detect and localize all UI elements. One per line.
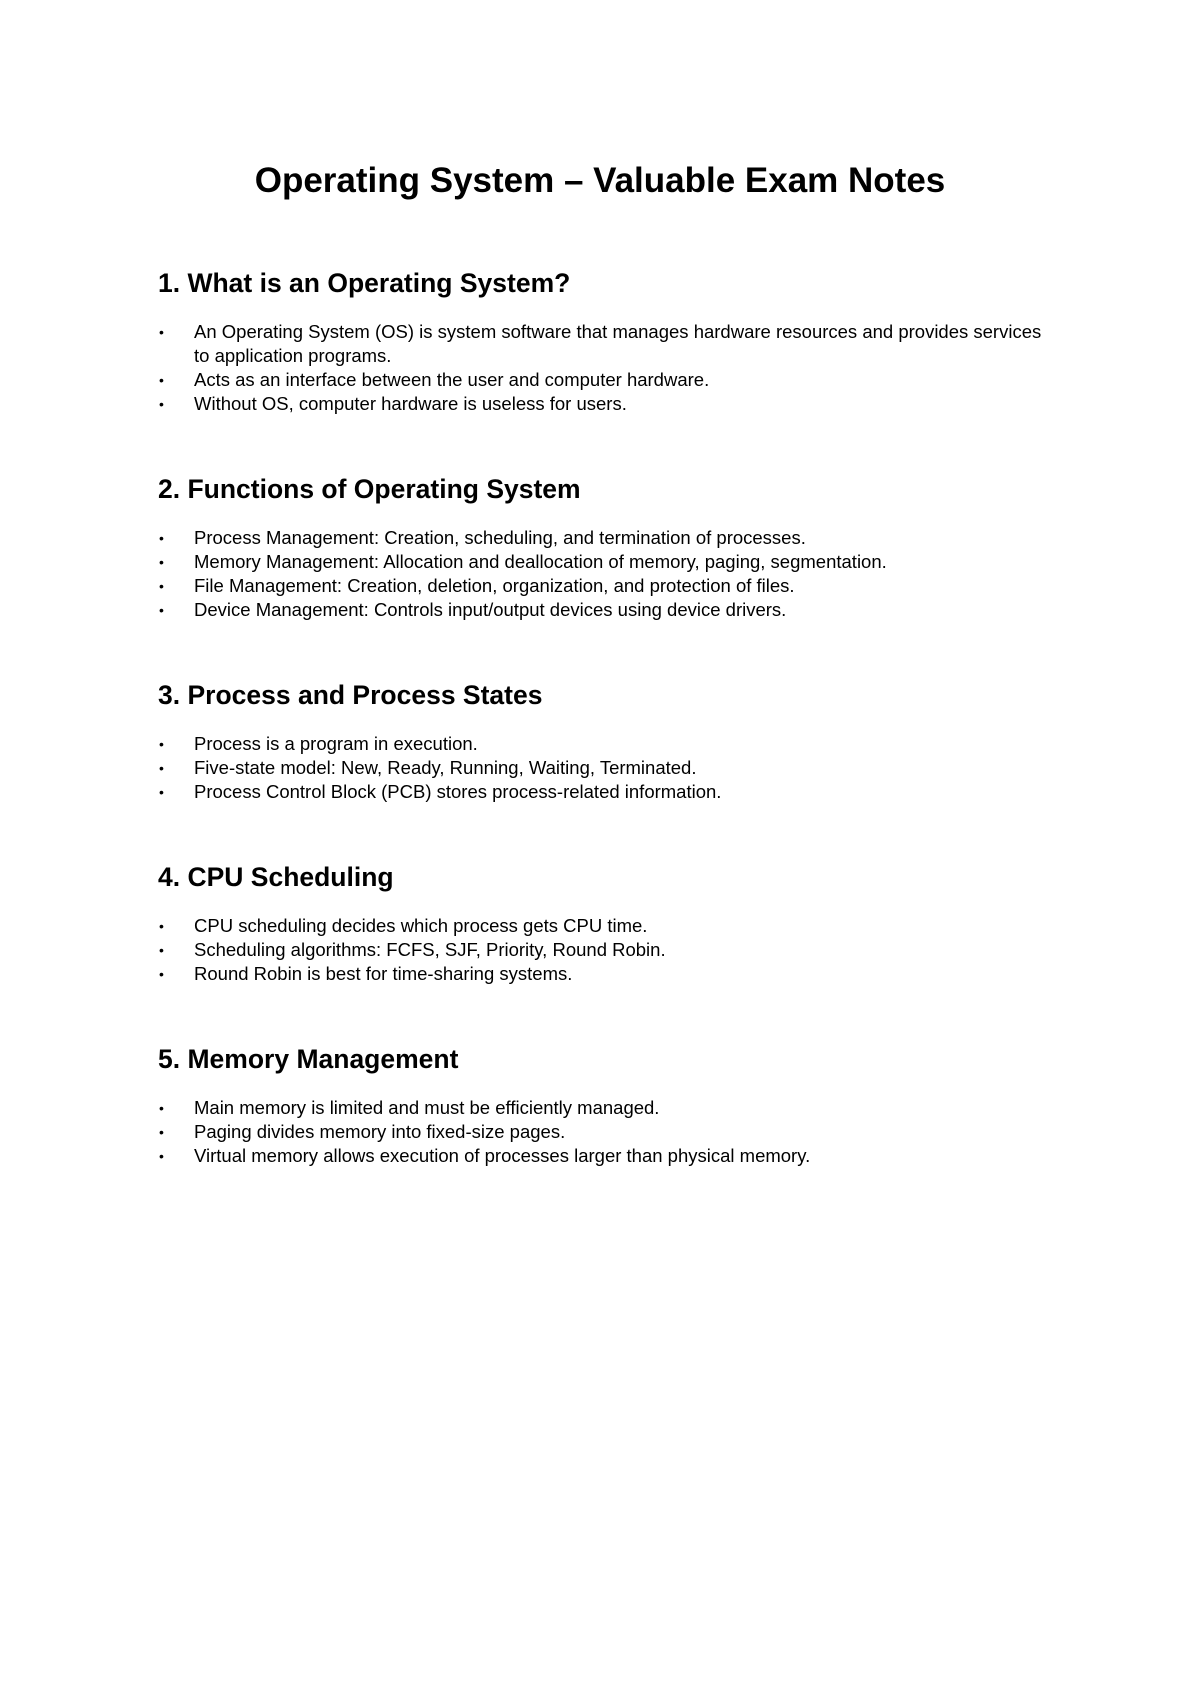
document-title: Operating System – Valuable Exam Notes <box>254 161 946 200</box>
bullet-icon: • <box>159 530 164 546</box>
list-item-text: Device Management: Controls input/output devices using device drivers. <box>194 599 787 620</box>
section-cpu-scheduling <box>158 860 1058 986</box>
list-item <box>158 914 1058 938</box>
list-item-text: File Management: Creation, deletion, organization, and protection of files. <box>194 575 795 596</box>
list-item <box>158 962 1058 986</box>
bullet-list <box>158 320 1058 416</box>
list-item-text: Process is a program in execution. <box>194 733 478 754</box>
bullet-icon: • <box>159 372 164 388</box>
list-item-text: Virtual memory allows execution of processes larger than physical memory. <box>194 1145 811 1166</box>
bullet-list <box>158 732 1058 804</box>
section-heading: 2. Functions of Operating System <box>158 474 581 504</box>
list-item-text: Memory Management: Allocation and deallocation of memory, paging, segmentation. <box>194 551 887 572</box>
bullet-icon: • <box>159 736 164 752</box>
bullet-list <box>158 1096 1058 1168</box>
list-item <box>158 780 1058 804</box>
section-heading: 1. What is an Operating System? <box>158 268 571 298</box>
list-item-text: Five-state model: New, Ready, Running, Waiting, Terminated. <box>194 757 697 778</box>
list-item-text: An Operating System (OS) is system software that manages hardware resources and provides services to application programs. <box>194 321 1042 366</box>
section-heading: 4. CPU Scheduling <box>158 862 394 892</box>
bullet-icon: • <box>159 324 164 340</box>
bullet-icon: • <box>159 1124 164 1140</box>
list-item <box>158 1096 1058 1120</box>
list-item-text: Process Control Block (PCB) stores process-related information. <box>194 781 722 802</box>
list-item <box>158 368 1058 392</box>
list-item-text: Round Robin is best for time-sharing systems. <box>194 963 573 984</box>
list-item-text: Scheduling algorithms: FCFS, SJF, Priority, Round Robin. <box>194 939 666 960</box>
bullet-icon: • <box>159 602 164 618</box>
list-item-text: Paging divides memory into fixed-size pages. <box>194 1121 566 1142</box>
bullet-icon: • <box>159 760 164 776</box>
list-item <box>158 392 1058 416</box>
bullet-icon: • <box>159 784 164 800</box>
list-item <box>158 732 1058 756</box>
section-process-states <box>158 678 1058 804</box>
bullet-icon: • <box>159 578 164 594</box>
bullet-icon: • <box>159 1100 164 1116</box>
list-item <box>158 1144 1058 1168</box>
bullet-icon: • <box>159 918 164 934</box>
list-item <box>158 526 1058 550</box>
section-heading: 3. Process and Process States <box>158 680 543 710</box>
section-heading: 5. Memory Management <box>158 1044 459 1074</box>
list-item-text: Acts as an interface between the user and computer hardware. <box>194 369 710 390</box>
list-item-text: Process Management: Creation, scheduling, and termination of processes. <box>194 527 806 548</box>
list-item <box>158 1120 1058 1144</box>
list-item <box>158 756 1058 780</box>
list-item <box>158 598 1058 622</box>
bullet-icon: • <box>159 942 164 958</box>
list-item <box>158 574 1058 598</box>
section-functions-of-os <box>158 472 1058 622</box>
bullet-icon: • <box>159 1148 164 1164</box>
list-item-text: CPU scheduling decides which process gets CPU time. <box>194 915 648 936</box>
section-what-is-os <box>158 266 1058 416</box>
list-item-text: Main memory is limited and must be efficiently managed. <box>194 1097 660 1118</box>
list-item <box>158 938 1058 962</box>
bullet-icon: • <box>159 966 164 982</box>
section-memory-management <box>158 1042 1058 1168</box>
bullet-list <box>158 914 1058 986</box>
bullet-list <box>158 526 1058 622</box>
list-item <box>158 320 1058 368</box>
list-item-text: Without OS, computer hardware is useless for users. <box>194 393 627 414</box>
list-item <box>158 550 1058 574</box>
bullet-icon: • <box>159 396 164 412</box>
bullet-icon: • <box>159 554 164 570</box>
sections-container <box>158 266 1058 1224</box>
